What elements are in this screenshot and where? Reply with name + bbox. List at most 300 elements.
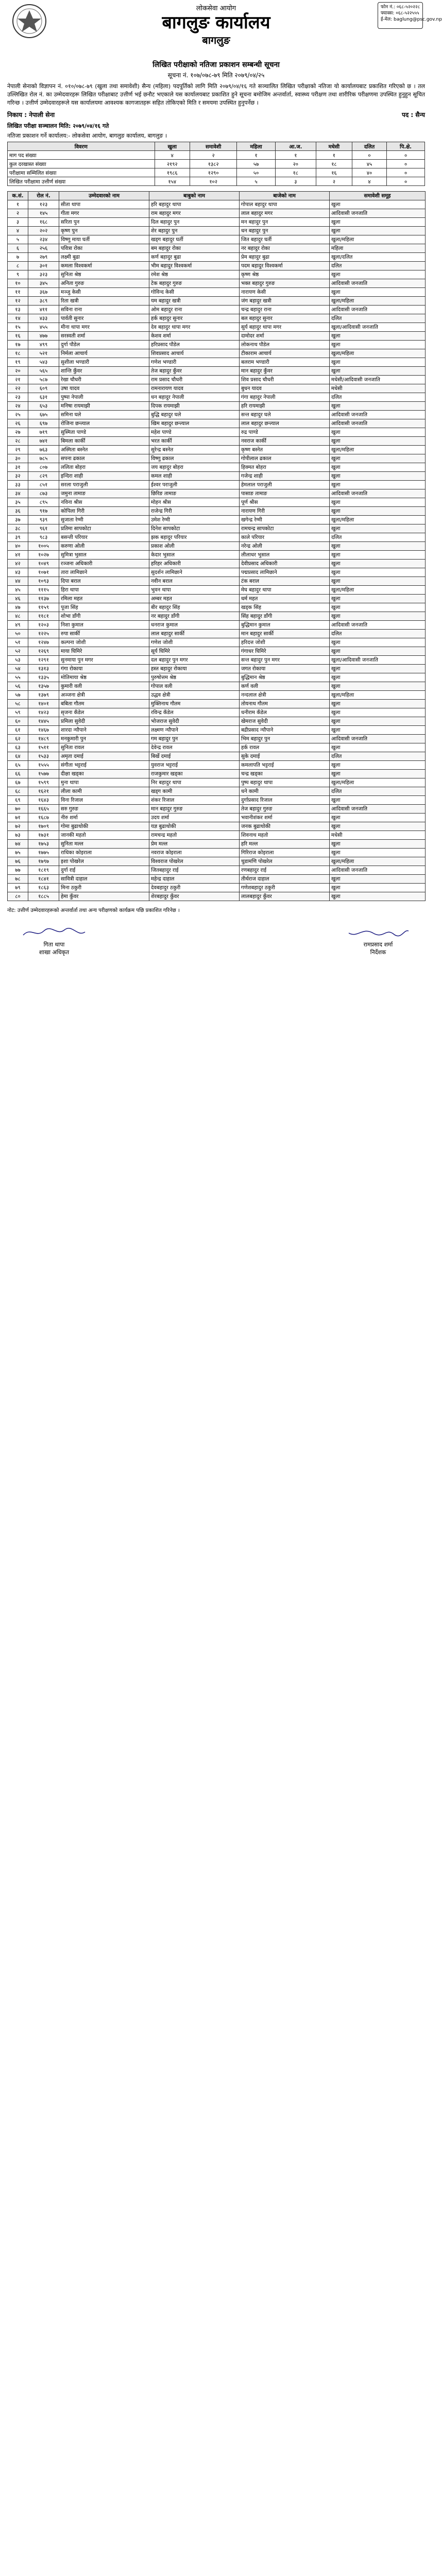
table-row <box>8 770 426 778</box>
table-row <box>8 542 426 551</box>
table-cell: कमला विश्वकर्मा <box>59 262 149 270</box>
table-row <box>8 787 426 796</box>
table-cell: तोयनाथ गौतम <box>240 700 330 708</box>
table-cell: बद्रीप्रसाद न्यौपाने <box>240 726 330 735</box>
table-cell: सुमित्रा भुसाल <box>59 551 149 560</box>
table-cell: हस्त बहादुर रोकाया <box>149 665 240 673</box>
table-cell: १६८ <box>28 218 59 227</box>
table-cell: १४०१ <box>28 700 59 708</box>
table-cell: २३ <box>8 393 28 402</box>
table-cell: १०७१ <box>28 568 59 577</box>
table-cell: सरला पराजुली <box>59 481 149 489</box>
column-header: मधेसी <box>316 142 352 151</box>
table-cell: खुला <box>330 542 426 551</box>
table-cell: मान बहादुर सार्की <box>240 630 330 638</box>
table-cell: खुला/महिला <box>330 586 426 595</box>
table-cell: रामनारायण यादव <box>149 384 240 393</box>
table-cell: खुला <box>330 884 426 892</box>
table-cell: करुणा ओली <box>59 542 149 551</box>
table-cell: हरि बहादुर थापा <box>149 200 240 209</box>
table-cell: गोपाल वली <box>149 682 240 691</box>
table-cell: बम बहादुर रोका <box>149 244 240 253</box>
footnote: नोट: उत्तीर्ण उम्मेदवारहरूको अन्तर्वार्ता तथा अन्य परीक्षणको कार्यक्रम पछि प्रकाशित गरिनेछ । <box>7 908 180 913</box>
table-cell: खुला <box>330 218 426 227</box>
table-cell: खड्ग कामी <box>149 787 240 796</box>
table-cell: खुला <box>330 270 426 279</box>
table-cell: खुला <box>330 673 426 682</box>
table-cell: ११३७ <box>28 595 59 603</box>
table-cell: ३२३ <box>28 270 59 279</box>
table-cell: सुनिता श्रेष्ठ <box>59 270 149 279</box>
table-cell: जंग बहादुर खत्री <box>240 297 330 306</box>
table-cell: ४९ <box>8 621 28 630</box>
table-row <box>8 857 426 866</box>
table-cell: हर्क बहादुर सुनार <box>149 314 240 323</box>
table-cell: ८५१ <box>28 481 59 489</box>
table-cell: खुला/महिला <box>330 691 426 700</box>
table-cell: ५६ <box>8 682 28 691</box>
table-cell: ३९ <box>8 533 28 542</box>
table-cell: भक्त बहादुर गुरुङ <box>240 279 330 288</box>
commission-name: लोकसेवा आयोग <box>196 5 236 12</box>
table-row <box>8 560 426 568</box>
table-row <box>8 638 426 647</box>
table-cell: १५७७ <box>28 770 59 778</box>
table-cell: ३७ <box>8 516 28 524</box>
table-cell: ९३९ <box>28 516 59 524</box>
table-row <box>8 235 426 244</box>
table-cell: ७१९ <box>28 428 59 437</box>
table-row <box>8 402 426 411</box>
table-row <box>8 288 426 297</box>
table-cell: ८० <box>8 892 28 901</box>
column-header: दलित <box>352 142 386 151</box>
table-cell: २५ <box>8 411 28 419</box>
table-cell: बुद्धि बहादुर घले <box>149 411 240 419</box>
table-row <box>8 822 426 831</box>
table-cell: ३२ <box>8 472 28 481</box>
table-cell: कृष्ण पुन <box>59 227 149 235</box>
column-header: क.सं. <box>8 192 28 200</box>
table-cell: १८१९ <box>28 866 59 875</box>
table-cell: ५७ <box>8 691 28 700</box>
table-cell: १६ <box>8 332 28 341</box>
table-cell: गंगाधर घिमिरे <box>240 647 330 656</box>
table-cell: १४५ <box>28 209 59 218</box>
signature-left <box>21 926 88 956</box>
table-cell: दुर्गाप्रसाद रिजाल <box>240 796 330 805</box>
table-cell: तारा लामिछाने <box>59 568 149 577</box>
table-cell: बबिता गौतम <box>59 700 149 708</box>
seal-line: फोन नं.: ०६८-५२०२२८ <box>381 5 420 10</box>
table-cell: खुला <box>330 507 426 516</box>
table-cell: १५४ <box>155 177 190 186</box>
table-cell: १०२७ <box>28 551 59 560</box>
table-cell: विश्वराज पोखरेल <box>149 857 240 866</box>
table-cell: नरेन्द्र ओली <box>240 542 330 551</box>
table-cell: जय बहादुर बोहरा <box>149 463 240 472</box>
table-cell: ४२ <box>8 560 28 568</box>
table-cell: १११५ <box>28 586 59 595</box>
table-cell: ५६५ <box>28 367 59 376</box>
table-row <box>8 367 426 376</box>
table-row <box>8 673 426 682</box>
table-cell: ५५ <box>8 673 28 682</box>
table-cell: १४ <box>8 314 28 323</box>
table-cell: अनिता गुरुङ <box>59 279 149 288</box>
table-cell: ७१ <box>8 814 28 822</box>
table-cell: दलित <box>330 752 426 761</box>
publishing-office: नतिजा प्रकाशन गर्ने कार्यालय:- लोकसेवा आयोग, बागलुङ कार्यालय, बागलुङ । <box>7 132 167 139</box>
table-cell: ५० <box>237 168 275 177</box>
table-cell: देवबहादुर ठकुरी <box>149 884 240 892</box>
table-cell: ७४१ <box>28 437 59 446</box>
table-cell: १२३ <box>28 200 59 209</box>
table-cell: खुला <box>330 761 426 770</box>
table-cell: १५११ <box>28 743 59 752</box>
table-cell: आदिवासी जनजाति <box>330 306 426 314</box>
table-cell: मान बहादुर कुँवर <box>240 367 330 376</box>
table-cell: यज्ञ बुढाथोकी <box>149 822 240 831</box>
table-cell: शिवप्रसाद आचार्य <box>149 349 240 358</box>
table-cell: मन बहादुर पुन <box>240 218 330 227</box>
table-cell: प्रमिला सुवेदी <box>59 717 149 726</box>
table-cell: खुला <box>330 612 426 621</box>
table-cell: ४ <box>352 177 386 186</box>
table-cell: रणबहादुर राई <box>240 866 330 875</box>
table-cell: खुला <box>330 463 426 472</box>
table-cell: सिंह बहादुर डाँगी <box>240 612 330 621</box>
table-cell: ६६ <box>8 770 28 778</box>
table-cell: खिम बहादुर छन्त्याल <box>149 419 240 428</box>
table-row <box>8 376 426 384</box>
table-cell: खुला/महिला <box>330 235 426 244</box>
table-cell: पूजा सिंह <box>59 603 149 612</box>
table-cell: १२०३ <box>28 621 59 630</box>
table-cell: कमल शाही <box>149 472 240 481</box>
table-cell: १३३५ <box>28 673 59 682</box>
table-cell: १ <box>316 151 352 160</box>
table-cell: ७९ <box>8 884 28 892</box>
table-row <box>8 726 426 735</box>
table-cell: आदिवासी जनजाति <box>330 489 426 498</box>
table-row <box>8 270 426 279</box>
table-cell: आदिवासी जनजाति <box>330 621 426 630</box>
table-cell: खुला <box>330 708 426 717</box>
table-row <box>8 735 426 743</box>
table-cell: ८०७ <box>28 463 59 472</box>
table-cell: जानकी महतो <box>59 831 149 840</box>
table-cell: लाल बहादुर सार्की <box>149 630 240 638</box>
table-cell: १७७५ <box>28 849 59 857</box>
table-cell: ३६ <box>8 507 28 516</box>
table-cell: कमलापति भट्टराई <box>240 761 330 770</box>
table-cell: ७८ <box>8 875 28 884</box>
table-row <box>8 849 426 857</box>
table-cell: लोकनाथ पौडेल <box>240 341 330 349</box>
table-cell: ५ <box>237 177 275 186</box>
table-cell: खुला <box>330 822 426 831</box>
table-cell: गणेश भण्डारी <box>149 358 240 367</box>
table-cell: लक्ष्मी बुढा <box>59 253 149 262</box>
table-cell: गोमा बुढाथोकी <box>59 822 149 831</box>
table-cell: खुला <box>330 332 426 341</box>
table-cell: १९ <box>8 358 28 367</box>
table-row <box>8 419 426 428</box>
table-cell: १००५ <box>28 542 59 551</box>
table-cell: १७३१ <box>28 831 59 840</box>
table-cell: खड्ग बहादुर घर्ती <box>149 235 240 244</box>
table-cell: गंगा बहादुर नेपाली <box>240 393 330 402</box>
signature-icon <box>21 926 88 939</box>
table-cell: बल बहादुर सुनार <box>240 314 330 323</box>
table-cell: प्रेम मल्ल <box>149 840 240 849</box>
table-cell: महेश पाण्डे <box>149 428 240 437</box>
table-cell: ४० <box>8 542 28 551</box>
summary-table <box>7 142 425 186</box>
table-row <box>8 656 426 665</box>
table-cell: ६३१ <box>28 393 59 402</box>
table-cell: लीलाधर भुसाल <box>240 551 330 560</box>
table-cell: इन्दिरा शाही <box>59 472 149 481</box>
table-cell: ३३ <box>8 481 28 489</box>
table-cell: बुद्धिमान श्रेष्ठ <box>240 673 330 682</box>
table-cell: निशा कुमाल <box>59 621 149 630</box>
table-cell: ४१ <box>8 551 28 560</box>
table-cell: जनक बुढाथोकी <box>240 822 330 831</box>
table-cell: ११८१ <box>28 612 59 621</box>
table-cell: अम्बर महत <box>149 595 240 603</box>
table-cell: सरु गुरुङ <box>59 805 149 814</box>
table-row <box>8 358 426 367</box>
table-cell: सुनमाया पुन मगर <box>59 656 149 665</box>
table-cell: लिखित परीक्षामा उत्तीर्ण संख्या <box>8 177 155 186</box>
table-cell: बलराम भण्डारी <box>240 358 330 367</box>
table-cell: कुमारी वली <box>59 682 149 691</box>
table-row <box>8 489 426 498</box>
table-cell: १९८६ <box>155 168 190 177</box>
table-cell: १२६९ <box>28 647 59 656</box>
table-cell: देवीप्रसाद अधिकारी <box>240 560 330 568</box>
table-cell: १७ <box>8 341 28 349</box>
table-cell: सुजाता रेग्मी <box>59 516 149 524</box>
table-cell: चुडामणि पोखरेल <box>240 857 330 866</box>
table-cell: खुला <box>330 437 426 446</box>
table-cell: १२९० <box>190 168 237 177</box>
table-cell: सरस्वती शर्मा <box>59 332 149 341</box>
table-cell: खुला/महिला <box>330 446 426 454</box>
table-cell: पुरुषोत्तम श्रेष्ठ <box>149 673 240 682</box>
table-cell: जगत रोकाया <box>240 665 330 673</box>
table-cell: ५२ <box>8 647 28 656</box>
table-cell: इशा पोखरेल <box>59 857 149 866</box>
table-cell: ६९७ <box>28 419 59 428</box>
signatory-name: रामप्रसाद शर्मा <box>363 941 393 948</box>
table-cell: ९८३ <box>28 533 59 542</box>
table-cell: ७५ <box>8 849 28 857</box>
table-cell: सूर्य घिमिरे <box>149 647 240 656</box>
table-cell: रञ्जना अधिकारी <box>59 560 149 568</box>
table-row <box>8 306 426 314</box>
table-cell: खुला/आदिवासी जनजाति <box>330 323 426 332</box>
table-cell: ४५ <box>8 586 28 595</box>
table-cell: ११५९ <box>28 603 59 612</box>
table-cell: केशव शर्मा <box>149 332 240 341</box>
table-cell: नविना श्रीस <box>59 498 149 507</box>
table-cell: १ <box>8 200 28 209</box>
table-row <box>8 603 426 612</box>
table-cell: तेज बहादुर कुँवर <box>149 367 240 376</box>
table-cell: खुला <box>330 603 426 612</box>
table-cell: निर्मला आचार्य <box>59 349 149 358</box>
table-row <box>8 253 426 262</box>
table-cell: ९१७ <box>28 507 59 516</box>
table-cell: सरिता पुन <box>59 218 149 227</box>
table-cell: बुद्धिमान कुमाल <box>240 621 330 630</box>
table-cell: ३४५ <box>28 279 59 288</box>
table-cell: ४८ <box>8 612 28 621</box>
table-cell: ० <box>387 160 425 168</box>
table-cell: सन्त बहादुर पुन मगर <box>240 656 330 665</box>
table-cell: खुला <box>330 560 426 568</box>
table-row <box>8 349 426 358</box>
table-cell: खुला <box>330 481 426 489</box>
table-cell: आदिवासी जनजाति <box>330 279 426 288</box>
table-row <box>8 630 426 638</box>
table-cell: खुला <box>330 551 426 560</box>
table-cell: ५८ <box>8 700 28 708</box>
table-cell: खुला <box>330 638 426 647</box>
table-cell: कृष्ण श्रेष्ठ <box>240 270 330 279</box>
table-cell: १६२१ <box>28 787 59 796</box>
table-cell: ६८ <box>8 787 28 796</box>
table-cell: बीर बहादुर सिंह <box>149 603 240 612</box>
table-cell: ६२ <box>8 735 28 743</box>
table-cell: ५२१ <box>28 349 59 358</box>
table-cell: नवीन बराल <box>149 577 240 586</box>
table-row <box>8 428 426 437</box>
table-cell: मोतिमाया श्रेष्ठ <box>59 673 149 682</box>
service-post: पद : सैन्य <box>402 111 425 118</box>
table-cell: आदिवासी जनजाति <box>330 419 426 428</box>
table-cell: ८२९ <box>28 472 59 481</box>
notice-body: नेपाली सेनाको विज्ञापन नं. ०१०/०७८-७९ (खुला तथा समावेशी) सैन्य (महिला) पदपूर्तिको लागि मिति २०७९/०४/१६ गते सञ्चालित लिखित परीक्षाको नतिजा यो कार्यालयबाट प्रकाशित गरिएको छ । तल उल्लिखित रोल नं. का उम्मेदवारहरू लिखित परीक्षाबाट उत्तीर्ण भई छनौट भएकाले यस कार्यालयबाट प्रकाशित हुने सूचना बमोजिम अन्तर्वार्ता, स्वास्थ्य परीक्षण तथा शारीरिक परीक्षणमा उपस्थित हुनुहुन सूचित गरिन्छ । उत्तीर्ण उम्मेदवारहरूले यस कार्यालयमा आवश्यक कागजातहरू सहित तोकिएको मिति र समयमा उपस्थित हुनुपर्नेछ । <box>7 83 425 106</box>
table-cell: ७७ <box>8 866 28 875</box>
table-cell: रविन्द्र कँडेल <box>149 708 240 717</box>
table-cell: ६४ <box>8 752 28 761</box>
table-cell: धनीराम कँडेल <box>240 708 330 717</box>
table-row <box>8 244 426 253</box>
table-cell: कर्ण बहादुर बुढा <box>149 253 240 262</box>
table-cell: १५३३ <box>28 752 59 761</box>
table-cell: हेमलाल पराजुली <box>240 481 330 489</box>
table-row <box>8 884 426 892</box>
table-cell: नीरु शर्मा <box>59 814 149 822</box>
table-cell: नारायण गिरी <box>240 507 330 516</box>
table-cell: ६७५ <box>28 411 59 419</box>
table-cell: १८ <box>275 168 316 177</box>
table-row <box>8 332 426 341</box>
table-cell: १७५३ <box>28 840 59 849</box>
table-row <box>8 568 426 577</box>
table-cell: भिम बहादुर पुन <box>240 735 330 743</box>
table-cell: ७४ <box>8 840 28 849</box>
table-cell: सुर्य बहादुर थापा मगर <box>240 323 330 332</box>
table-cell: धन बहादुर नेपाली <box>149 393 240 402</box>
table-cell: सपना ढकाल <box>59 454 149 463</box>
table-row <box>8 586 426 595</box>
table-cell: विना रिजाल <box>59 796 149 805</box>
table-cell: सुनिता मल्ल <box>59 840 149 849</box>
table-cell: ६५३ <box>28 402 59 411</box>
table-cell: माया घिमिरे <box>59 647 149 656</box>
table-cell: विष्णु माया घर्ती <box>59 235 149 244</box>
table-cell: अस्मिता बस्नेत <box>59 446 149 454</box>
table-cell: शारदा न्यौपाने <box>59 726 149 735</box>
column-header: पि.क्षे. <box>387 142 425 151</box>
table-cell: १६६५ <box>28 805 59 814</box>
table-cell: लाल बहादुर मगर <box>240 209 330 218</box>
table-cell: सुनिता रावल <box>59 743 149 752</box>
table-cell: शान्ति कुँवर <box>59 367 149 376</box>
table-cell: खुला <box>330 577 426 586</box>
signatory-title: निर्देशक <box>370 949 386 956</box>
table-cell: १७९७ <box>28 857 59 866</box>
table-cell: ० <box>387 177 425 186</box>
table-row <box>8 151 425 160</box>
table-cell: १८४१ <box>28 875 59 884</box>
table-row <box>8 454 426 463</box>
table-cell: केदार भुसाल <box>149 551 240 560</box>
table-cell: १५५५ <box>28 761 59 770</box>
table-cell: २०२ <box>28 227 59 235</box>
table-cell: उद्धव क्षेत्री <box>149 691 240 700</box>
table-row <box>8 507 426 516</box>
table-cell: रामचन्द्र महतो <box>149 831 240 840</box>
table-cell: राजकुमार खड्का <box>149 770 240 778</box>
table-cell: रामचन्द्र सापकोटा <box>240 524 330 533</box>
table-cell: प्रतिमा सापकोटा <box>59 524 149 533</box>
table-cell: अञ्जना क्षेत्री <box>59 691 149 700</box>
table-cell: १८ <box>316 160 352 168</box>
table-cell: धने कामी <box>240 787 330 796</box>
table-cell: ३६७ <box>28 288 59 297</box>
table-cell: मधेसी/आदिवासी जनजाति <box>330 376 426 384</box>
table-cell: ४५५ <box>28 323 59 332</box>
table-cell: खुला/महिला <box>330 778 426 787</box>
table-cell: शिवनाथ महतो <box>240 831 330 840</box>
table-cell: हिरा थापा <box>59 586 149 595</box>
table-cell: २३४ <box>28 235 59 244</box>
table-cell: खुला <box>330 814 426 822</box>
table-cell: खुला <box>330 358 426 367</box>
table-cell: खुला <box>330 875 426 884</box>
table-cell: १ <box>237 151 275 160</box>
table-cell: राजेन्द्र गिरी <box>149 507 240 516</box>
table-cell: ४११ <box>28 306 59 314</box>
table-cell: रुपा सार्की <box>59 630 149 638</box>
office-name: बागलुङ कार्यालय <box>162 12 270 33</box>
table-cell: ० <box>352 151 386 160</box>
table-cell: दामोदर शर्मा <box>240 332 330 341</box>
table-cell: १०४९ <box>28 560 59 568</box>
table-cell: लाल बहादुर छन्त्याल <box>240 419 330 428</box>
table-cell: गणेशबहादुर ठकुरी <box>240 884 330 892</box>
notice-number: सूचना नं. १०७/०७८-७९ मिति २०७९/०४/२५ <box>167 72 265 79</box>
table-cell: २१९२ <box>155 160 190 168</box>
table-cell: ६९ <box>8 796 28 805</box>
table-cell: उदय शर्मा <box>149 814 240 822</box>
